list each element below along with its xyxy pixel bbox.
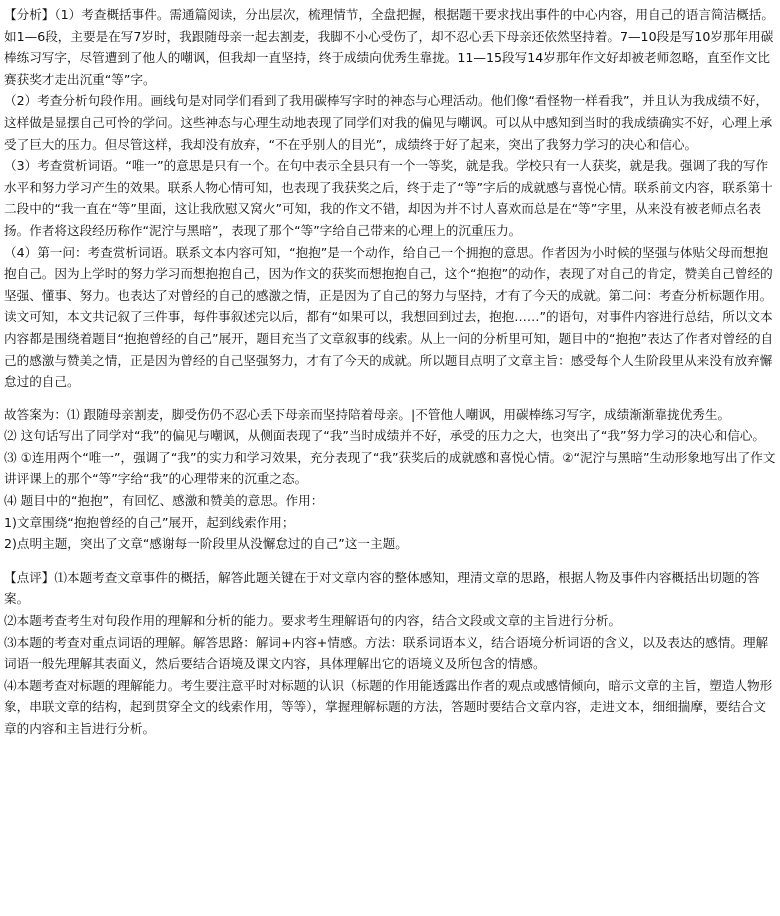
answer-paragraph-3: ⑶ ①连用两个“唯一”，强调了“我”的实力和学习效果，充分表现了“我”获奖后的成就感和喜悦心情。②“泥泞与黑暗”生动形象地写出了作文讲评课上的那个“等”字给“我”的心理带来的沉重之态。 [4,449,776,487]
analysis-paragraph-3: （3）考查赏析词语。“唯一”的意思是只有一个。在句中表示全县只有一个一等奖，就是我。学校只有一人获奖，就是我。强调了我的写作水平和努力学习产生的效果。联系人物心情可知，也表现了我获奖之后，终于走了“等”字后的成就感与喜悦心情。联系前文内容，联系第十二段中的“我一直在“等”里面，这让我欣慰又窝火”可知，我的作文不错，却因为并不讨人喜欢而总是在“等”字里，从来没有被老师点名表扬。作者将这段经历称作“泥泞与黑暗”，表现了那个“等”字给自己带来的心理上的沉重压力。 [4,158,773,238]
answer-paragraph-5: 1)文章围绕“抱抱曾经的自己”展开，起到线索作用； [4,514,295,530]
answer-paragraph-4: ⑷ 题目中的“抱抱”，有回忆、感激和赞美的意思。作用： [4,493,324,509]
analysis-paragraph-1: 【分析】（1）考查概括事件。需通篇阅读，分出层次，梳理情节，全盘把握，根据题干要求找出事件的中心内容，用自己的语言简洁概括。如1—6段，主要是在写7岁时，我跟随母亲一起去割麦，我脚不小心受伤了，却不忍心丢下母亲还依然坚持着。7—10段是写10岁那年用碳棒练习写字，尽管遭到了他人的嘲讽，但我却一直坚持，终于成绩向优秀生靠拢。11—15段写14岁那年作文好却被老师忽略，直至作文比赛获奖才走出沉重“等”字。 [4,7,774,87]
comment-paragraph-2: ⑵本题考查考生对句段作用的理解和分析的能力。要求考生理解语句的内容，结合文段或文章的主旨进行分析。 [4,613,622,629]
comment-paragraph-3: ⑶本题的考查对重点词语的理解。解答思路：解词+内容+情感。方法：联系词语本义，结合语境分析词语的含义，以及表达的感情。理解词语一般先理解其表面义，然后要结合语境及课文内容，具体理解出它的语境义及所包含的情感。 [4,634,769,672]
analysis-paragraph-2: （2）考查分析句段作用。画线句是对同学们看到了我用碳棒写字时的神态与心理活动。他们像“看怪物一样看我”，并且认为我成绩不好，这样做是显摆自己可怜的学问。这些神态与心理生动地表现了同学们对我的偏见与嘲讽。可以从中感知到当时的我成绩确实不好，心理上承受了巨大的压力。但尽管这样，我却没有放弃，“不在乎别人的目光”，成绩终于好了起来，突出了我努力学习的决心和信心。 [4,93,773,152]
comment-paragraph-4: ⑷本题考查对标题的理解能力。考生要注意平时对标题的认识（标题的作用能透露出作者的观点或感情倾向，暗示文章的主旨，塑造人物形象，串联文章的结构，起到贯穿全文的线索作用，等等），掌握理解标题的方法，答题时要结合文章内容，走进文本，细细揣摩，要结合文章的内容和主旨进行分析。 [4,677,773,736]
answer-paragraph-2: ⑵ 这句话写出了同学对“我”的偏见与嘲讽，从侧面表现了“我”当时成绩并不好，承受的压力之大，也突出了“我”努力学习的决心和信心。 [4,428,765,444]
answer-paragraph-6: 2)点明主题，突出了文章“感谢每一阶段里从没懈怠过的自己”这一主题。 [4,536,408,552]
analysis-paragraph-4: （4）第一问：考查赏析词语。联系文本内容可知，“抱抱”是一个动作，给自己一个拥抱的意思。作者因为小时候的坚强与体贴父母而想抱抱自己。因为上学时的努力学习而想抱抱自己，因为作文的获奖而想抱抱自己，这个“抱抱”的动作，表现了对自己的肯定，赞美自己曾经的坚强、懂事、努力。也表达了对曾经的自己的感激之情，正是因为了自己的努力与坚持，才有了今天的成就。第二问：考查分析标题作用。读文可知，本文共记叙了三件事，每件事叙述完以后，都有“如果可以，我想回到过去，抱抱……”的语句，对事件内容进行总结，所以文本内容都是围绕着题目“抱抱曾经的自己”展开，题目充当了文章叙事的线索。从上一问的分析里可知，题目中的“抱抱”表达了作者对曾经的自己的感激与赞美之情，正是因为曾经的自己坚强努力，才有了今天的成就。所以题目点明了文章主旨：感受每个人生阶段里从来没有放弃懈怠过的自己。 [4,244,774,390]
comment-paragraph-1: 【点评】⑴本题考查文章事件的概括，解答此题关键在于对文章内容的整体感知，理清文章的思路，根据人物及事件内容概括出切题的答案。 [4,569,760,607]
section-spacer [4,555,778,567]
answer-paragraph-1: 故答案为：⑴ 跟随母亲割麦，脚受伤仍不忍心丢下母亲而坚持陪着母亲。|不管他人嘲讽，用碳棒练习写字，成绩渐渐靠拢优秀生。 [4,406,731,422]
analysis-section [4,4,778,393]
section-spacer [4,393,778,404]
comment-section [4,567,778,740]
answer-section [4,404,778,555]
